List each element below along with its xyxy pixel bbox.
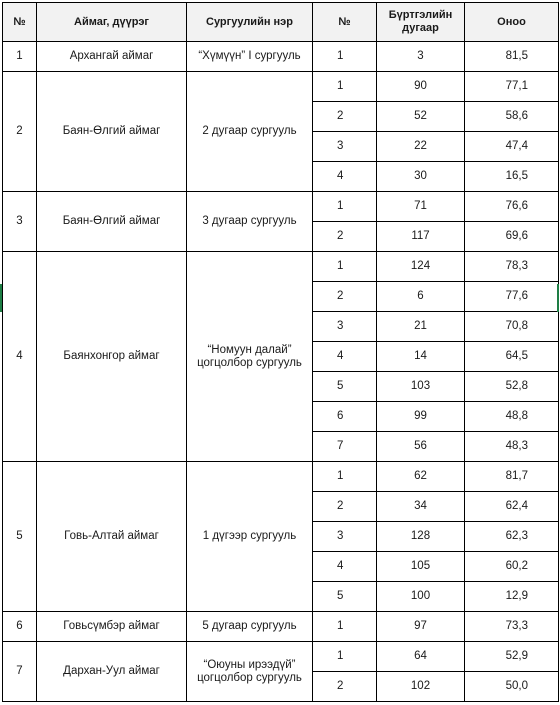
cell-score[interactable]: 60,2 [465, 552, 559, 582]
cell-index[interactable]: 5 [313, 582, 377, 612]
cell-registration[interactable]: 52 [377, 102, 465, 132]
cell-school[interactable]: “Оюуны ирээдүй” цогцолбор сургууль [187, 642, 313, 702]
cell-registration[interactable]: 14 [377, 342, 465, 372]
table-row [3, 42, 559, 72]
cell-index[interactable]: 1 [313, 642, 377, 672]
cell-registration[interactable]: 71 [377, 192, 465, 222]
cell-index[interactable]: 3 [313, 132, 377, 162]
cell-index[interactable]: 2 [313, 222, 377, 252]
cell-index[interactable]: 1 [313, 612, 377, 642]
cell-index[interactable]: 4 [313, 342, 377, 372]
cell-score[interactable]: 48,3 [465, 432, 559, 462]
header-row [3, 3, 559, 42]
cell-group-no[interactable]: 4 [3, 252, 37, 462]
cell-aimag[interactable]: Дархан-Уул аймаг [37, 642, 187, 702]
cell-registration[interactable]: 64 [377, 642, 465, 672]
cell-index[interactable]: 4 [313, 552, 377, 582]
cell-score[interactable]: 47,4 [465, 132, 559, 162]
cell-score[interactable]: 58,6 [465, 102, 559, 132]
table-row [3, 612, 559, 642]
cell-index[interactable]: 4 [313, 162, 377, 192]
cell-index[interactable]: 6 [313, 402, 377, 432]
header-aimag[interactable]: Аймаг, дүүрэг [37, 3, 187, 42]
cell-score[interactable]: 62,4 [465, 492, 559, 522]
cell-registration[interactable]: 124 [377, 252, 465, 282]
cell-aimag[interactable]: Баян-Өлгий аймаг [37, 72, 187, 192]
header-registration[interactable]: Бүртгэлийн дугаар [377, 3, 465, 42]
cell-school[interactable]: “Номуун далай” цогцолбор сургууль [187, 252, 313, 462]
cell-registration[interactable]: 34 [377, 492, 465, 522]
cell-index[interactable]: 1 [313, 252, 377, 282]
cell-index[interactable]: 3 [313, 312, 377, 342]
header-score[interactable]: Оноо [465, 3, 559, 42]
cell-score[interactable]: 48,8 [465, 402, 559, 432]
cell-score[interactable]: 81,5 [465, 42, 559, 72]
cell-aimag[interactable]: Говьсүмбэр аймаг [37, 612, 187, 642]
cell-school[interactable]: “Хүмүүн” I сургууль [187, 42, 313, 72]
cell-registration[interactable]: 21 [377, 312, 465, 342]
cell-school[interactable]: 2 дугаар сургууль [187, 72, 313, 192]
header-no[interactable]: № [3, 3, 37, 42]
cell-aimag[interactable]: Архангай аймаг [37, 42, 187, 72]
cell-index[interactable]: 1 [313, 192, 377, 222]
cell-score[interactable]: 64,5 [465, 342, 559, 372]
cell-group-no[interactable]: 3 [3, 192, 37, 252]
cell-group-no[interactable]: 2 [3, 72, 37, 192]
cell-aimag[interactable]: Баян-Өлгий аймаг [37, 192, 187, 252]
cell-score[interactable]: 50,0 [465, 672, 559, 702]
cell-registration[interactable]: 90 [377, 72, 465, 102]
row-selection-marker-right [557, 284, 559, 312]
cell-group-no[interactable]: 5 [3, 462, 37, 612]
cell-score[interactable]: 77,1 [465, 72, 559, 102]
cell-score[interactable]: 81,7 [465, 462, 559, 492]
cell-index[interactable]: 5 [313, 372, 377, 402]
cell-registration[interactable]: 30 [377, 162, 465, 192]
cell-index[interactable]: 2 [313, 672, 377, 702]
cell-group-no[interactable]: 6 [3, 612, 37, 642]
cell-score[interactable]: 78,3 [465, 252, 559, 282]
cell-aimag[interactable]: Говь-Алтай аймаг [37, 462, 187, 612]
cell-registration[interactable]: 22 [377, 132, 465, 162]
table-row [3, 642, 559, 672]
table-row [3, 252, 559, 282]
cell-registration[interactable]: 99 [377, 402, 465, 432]
table-row [3, 72, 559, 102]
cell-index[interactable]: 2 [313, 282, 377, 312]
cell-score[interactable]: 69,6 [465, 222, 559, 252]
cell-registration[interactable]: 6 [377, 282, 465, 312]
cell-school[interactable]: 5 дугаар сургууль [187, 612, 313, 642]
table-row [3, 462, 559, 492]
cell-score[interactable]: 76,6 [465, 192, 559, 222]
cell-registration[interactable]: 103 [377, 372, 465, 402]
cell-index[interactable]: 2 [313, 102, 377, 132]
cell-registration[interactable]: 62 [377, 462, 465, 492]
cell-registration[interactable]: 105 [377, 552, 465, 582]
cell-registration[interactable]: 128 [377, 522, 465, 552]
cell-registration[interactable]: 117 [377, 222, 465, 252]
cell-score[interactable]: 52,9 [465, 642, 559, 672]
cell-score[interactable]: 62,3 [465, 522, 559, 552]
cell-index[interactable]: 7 [313, 432, 377, 462]
cell-score[interactable]: 52,8 [465, 372, 559, 402]
cell-school[interactable]: 3 дугаар сургууль [187, 192, 313, 252]
results-table [2, 2, 559, 702]
cell-index[interactable]: 2 [313, 492, 377, 522]
cell-registration[interactable]: 97 [377, 612, 465, 642]
cell-school[interactable]: 1 дүгээр сургууль [187, 462, 313, 612]
header-school[interactable]: Сургуулийн нэр [187, 3, 313, 42]
cell-score[interactable]: 73,3 [465, 612, 559, 642]
cell-index[interactable]: 1 [313, 72, 377, 102]
cell-registration[interactable]: 3 [377, 42, 465, 72]
cell-registration[interactable]: 100 [377, 582, 465, 612]
cell-score[interactable]: 77,6 [465, 282, 559, 312]
table-row [3, 192, 559, 222]
cell-score[interactable]: 70,8 [465, 312, 559, 342]
row-selection-marker-left [0, 284, 2, 312]
cell-registration[interactable]: 102 [377, 672, 465, 702]
cell-aimag[interactable]: Баянхонгор аймаг [37, 252, 187, 462]
cell-score[interactable]: 16,5 [465, 162, 559, 192]
header-index[interactable]: № [313, 3, 377, 42]
cell-registration[interactable]: 56 [377, 432, 465, 462]
cell-index[interactable]: 1 [313, 462, 377, 492]
cell-score[interactable]: 12,9 [465, 582, 559, 612]
cell-index[interactable]: 3 [313, 522, 377, 552]
cell-group-no[interactable]: 1 [3, 42, 37, 72]
cell-index[interactable]: 1 [313, 42, 377, 72]
cell-group-no[interactable]: 7 [3, 642, 37, 702]
